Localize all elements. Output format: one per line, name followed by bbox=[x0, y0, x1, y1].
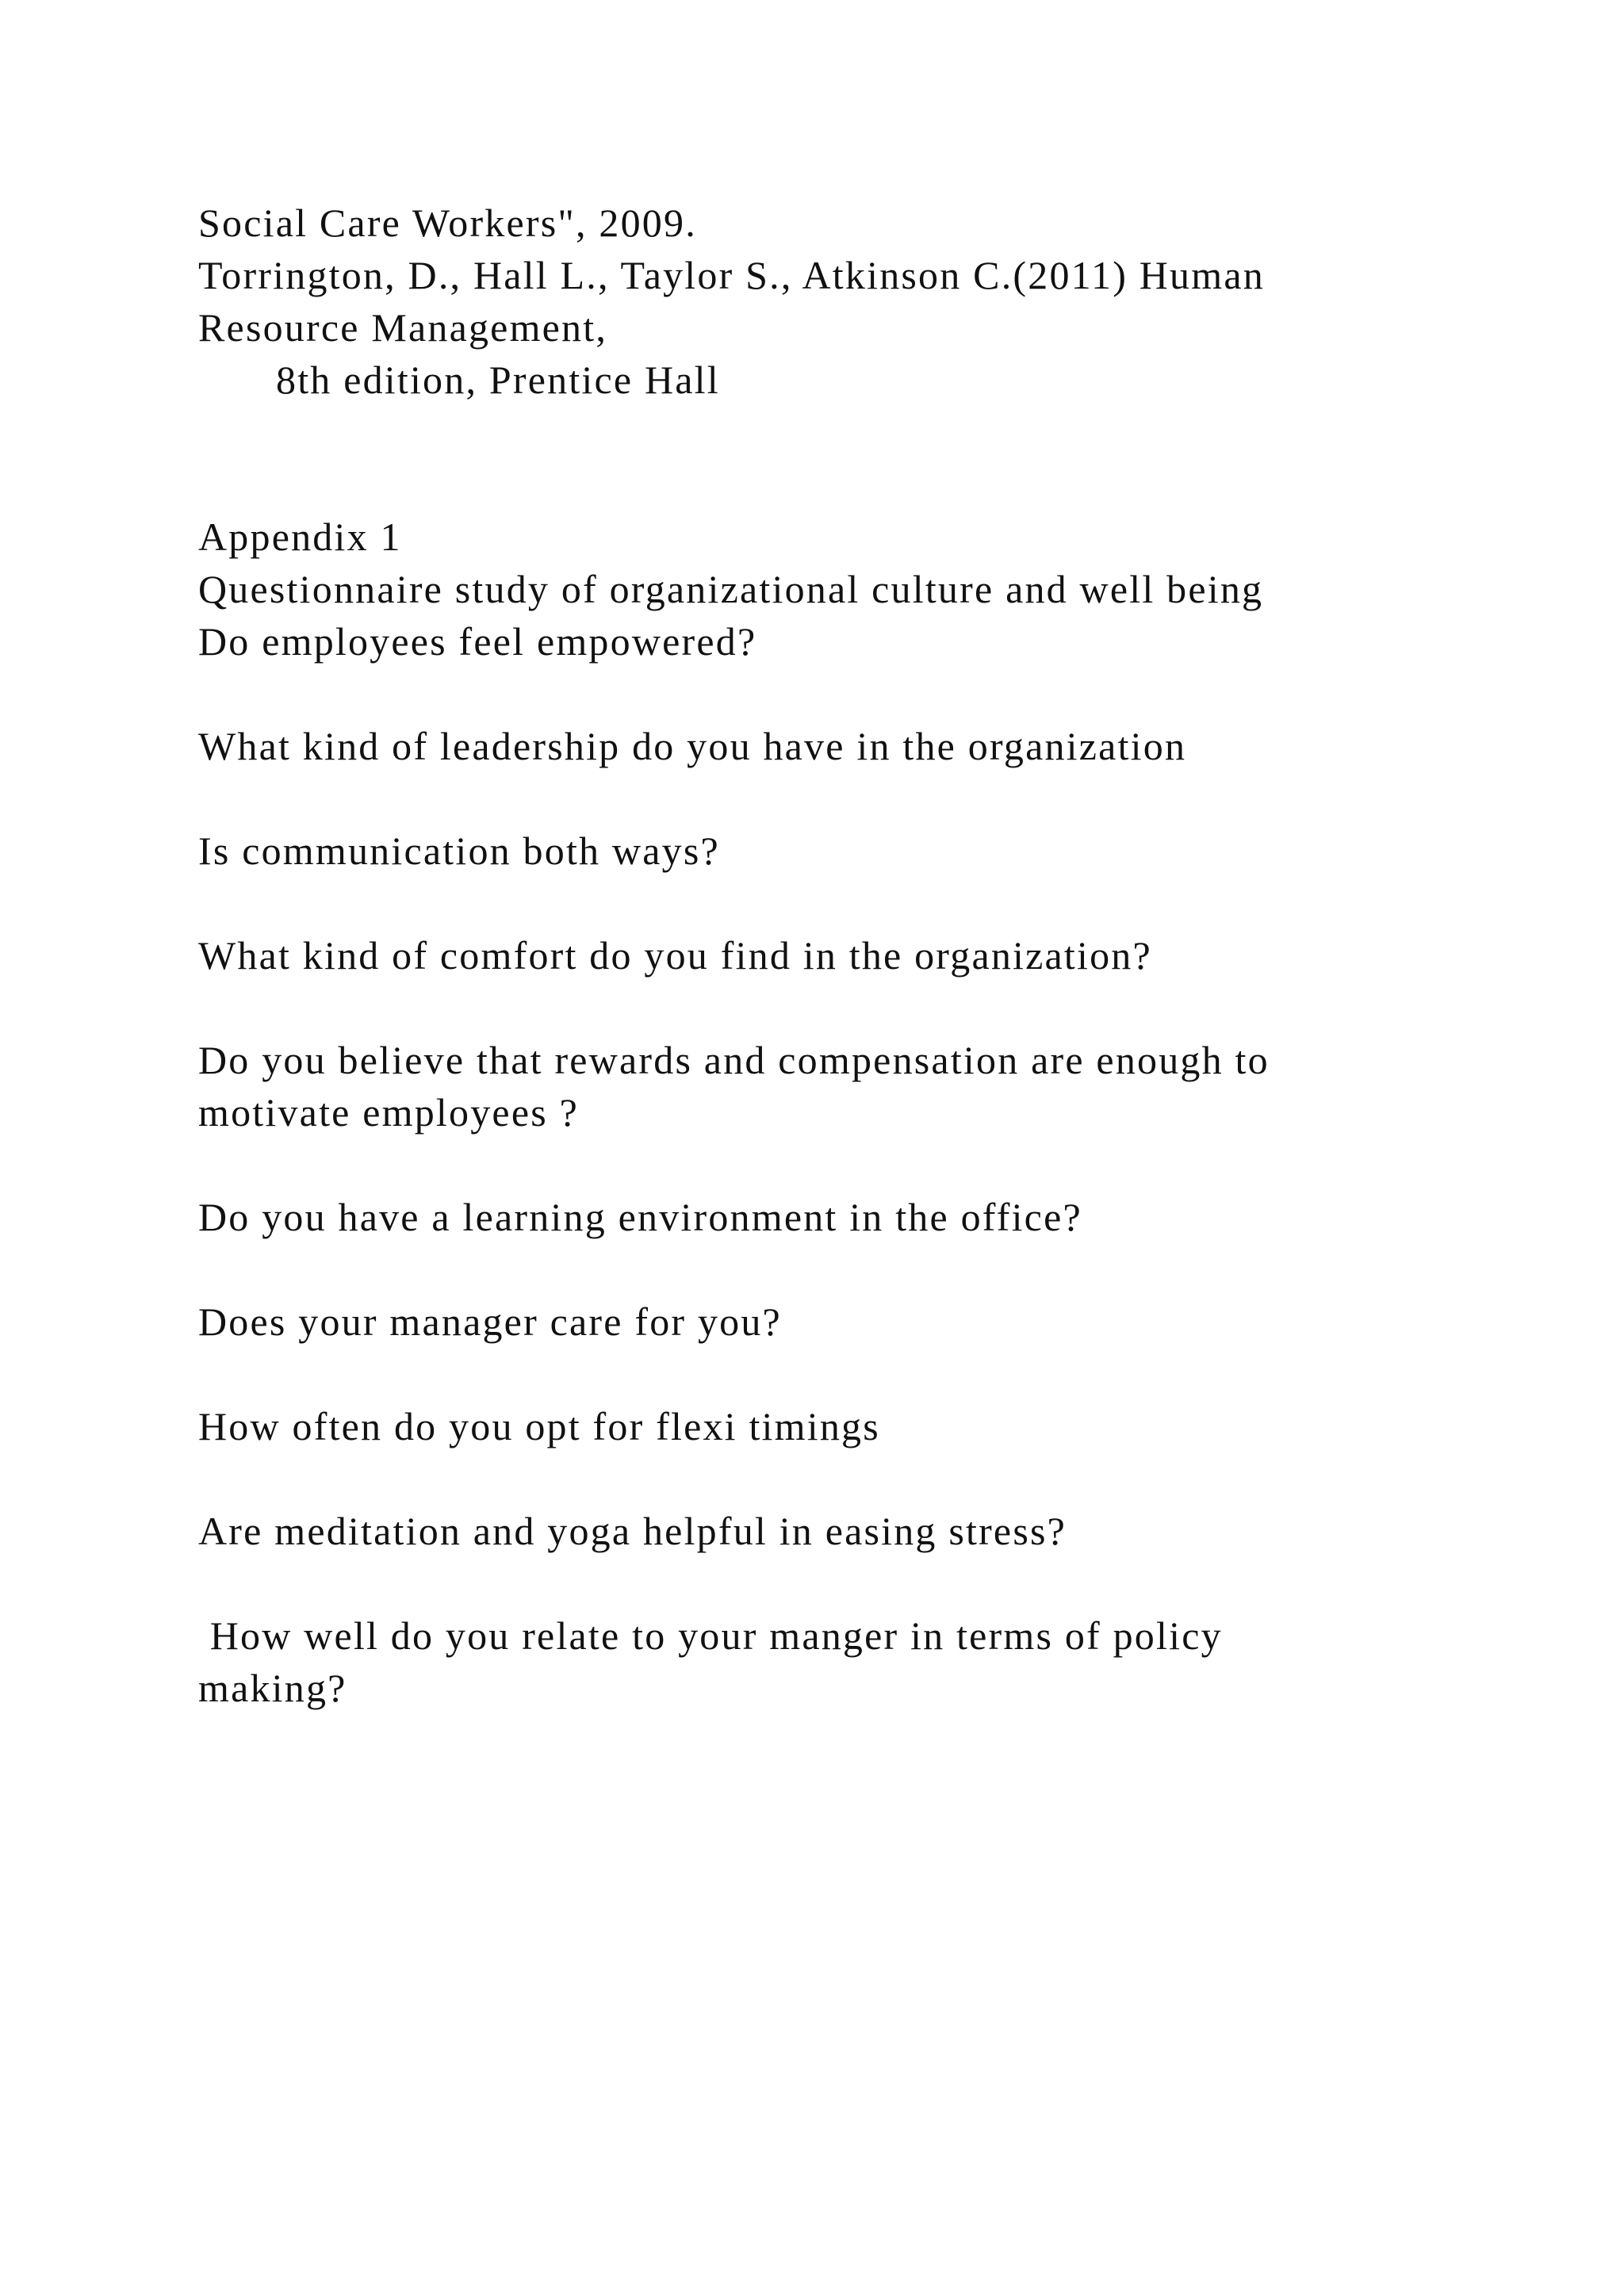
question-item: Do you have a learning environment in the office? bbox=[198, 1195, 1082, 1239]
question-item: Do you believe that rewards and compensation are enough to bbox=[198, 1038, 1270, 1082]
question-item: How often do you opt for flexi timings bbox=[198, 1404, 880, 1448]
reference-line: Social Care Workers", 2009. bbox=[198, 201, 697, 245]
reference-line: Resource Management, bbox=[198, 305, 608, 350]
question-item-continued: making? bbox=[198, 1666, 347, 1710]
appendix-heading: Appendix 1 bbox=[198, 515, 402, 559]
question-item: What kind of leadership do you have in the organization bbox=[198, 724, 1187, 768]
questionnaire-title: Questionnaire study of organizational culture and well being bbox=[198, 567, 1264, 611]
question-item: Do employees feel empowered? bbox=[198, 619, 757, 664]
question-item-continued: motivate employees ? bbox=[198, 1090, 579, 1135]
question-item: What kind of comfort do you find in the organization? bbox=[198, 933, 1152, 978]
question-item: Are meditation and yoga helpful in easing stress? bbox=[198, 1509, 1067, 1553]
question-item: How well do you relate to your manger in terms of policy bbox=[198, 1613, 1223, 1658]
reference-line: Torrington, D., Hall L., Taylor S., Atkinson C.(2011) Human bbox=[198, 253, 1265, 297]
reference-line-indented: 8th edition, Prentice Hall bbox=[276, 358, 720, 402]
question-item: Is communication both ways? bbox=[198, 828, 720, 873]
question-item: Does your manager care for you? bbox=[198, 1299, 782, 1344]
